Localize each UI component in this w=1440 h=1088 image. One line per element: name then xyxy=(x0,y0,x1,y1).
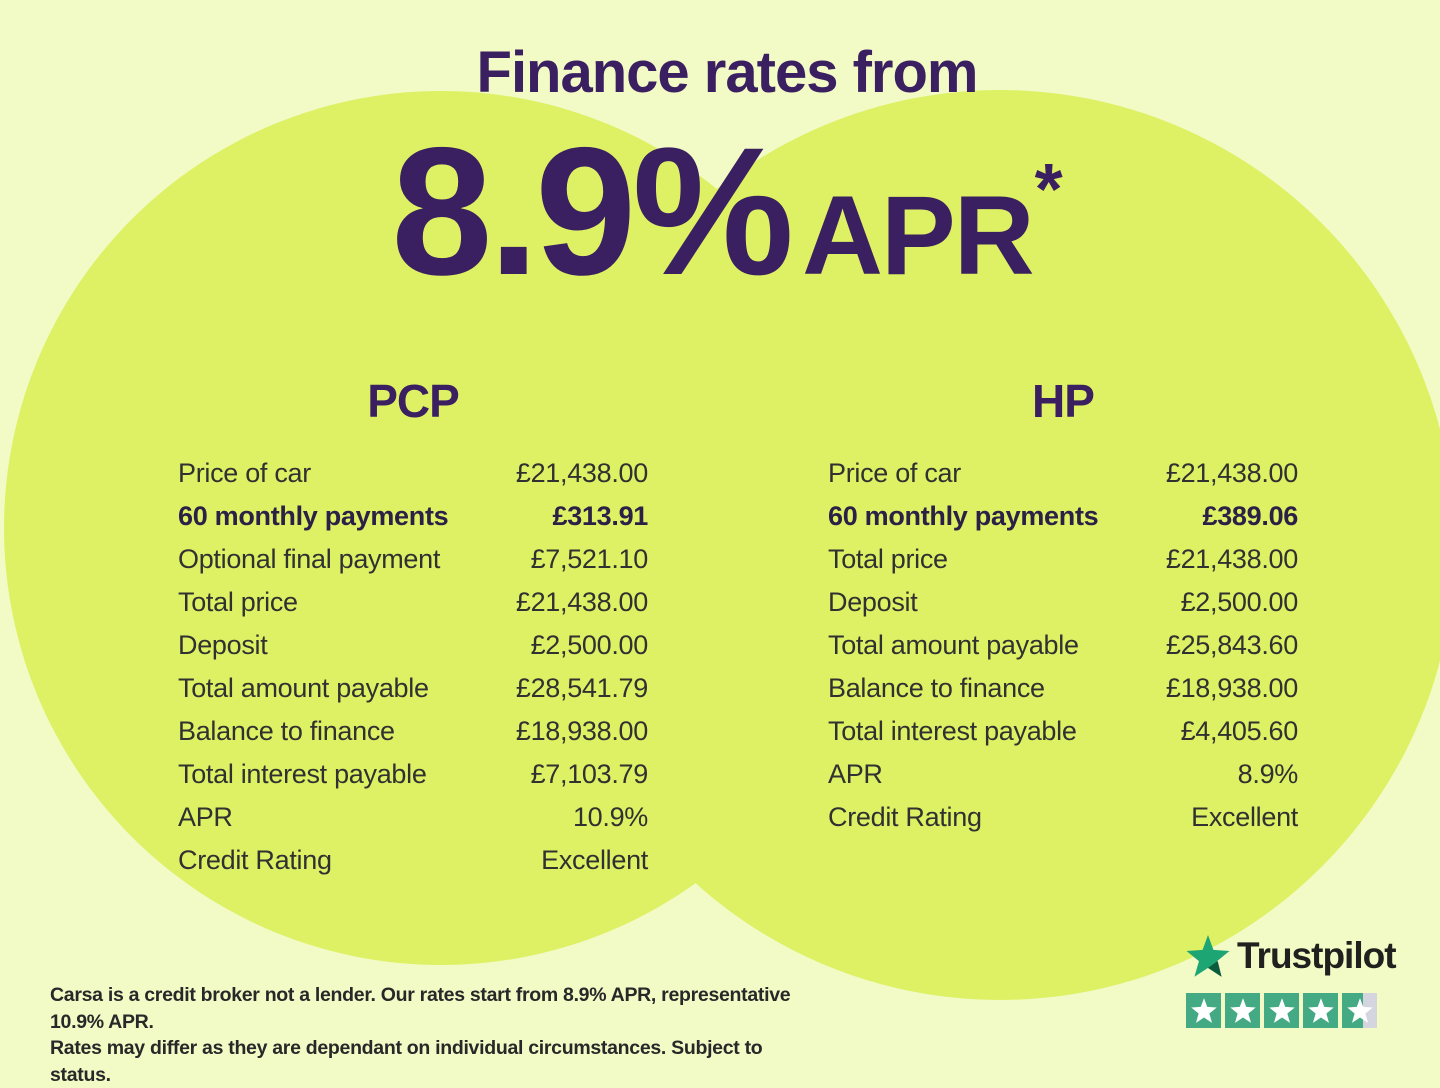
row-value: £389.06 xyxy=(1202,501,1298,531)
pcp-table xyxy=(178,376,648,882)
row-value: £21,438.00 xyxy=(515,458,648,488)
table-row xyxy=(828,753,1298,796)
row-value: £25,843.60 xyxy=(1165,630,1298,660)
row-label: APR xyxy=(828,759,883,789)
table-row xyxy=(178,452,648,495)
row-value: £28,541.79 xyxy=(515,673,648,703)
row-value: £18,938.00 xyxy=(515,716,648,746)
row-value: £313.91 xyxy=(552,501,648,531)
row-label: 60 monthly payments xyxy=(828,501,1099,531)
rating-star-box xyxy=(1342,993,1377,1028)
trustpilot-logo xyxy=(1186,932,1396,980)
hp-table xyxy=(828,376,1298,839)
table-row xyxy=(178,624,648,667)
row-value: £18,938.00 xyxy=(1165,673,1298,703)
row-label: 60 monthly payments xyxy=(178,501,449,531)
table-row xyxy=(828,667,1298,710)
row-label: Credit Rating xyxy=(828,802,982,832)
row-label: Total interest payable xyxy=(178,759,427,789)
row-label: Total interest payable xyxy=(828,716,1077,746)
headline xyxy=(0,109,1440,313)
row-value: Excellent xyxy=(541,845,648,875)
row-value: Excellent xyxy=(1191,802,1298,832)
row-value: £21,438.00 xyxy=(1165,458,1298,488)
table-row xyxy=(178,581,648,624)
row-label: Balance to finance xyxy=(828,673,1045,703)
row-value: 8.9% xyxy=(1237,759,1298,789)
row-label: APR xyxy=(178,802,233,832)
table-row xyxy=(828,710,1298,753)
row-label: Total amount payable xyxy=(178,673,429,703)
trustpilot-rating-stars xyxy=(1186,993,1396,1028)
table-row xyxy=(178,753,648,796)
trustpilot-star-icon xyxy=(1186,935,1230,977)
row-value: £7,103.79 xyxy=(530,759,648,789)
disclaimer-line-2: Rates may differ as they are dependant on individual circumstances. Subject to status. xyxy=(50,1037,763,1086)
row-label: Total amount payable xyxy=(828,630,1079,660)
disclaimer xyxy=(50,982,810,1088)
row-label: Price of car xyxy=(178,458,311,488)
kicker-title: Finance rates from xyxy=(476,40,978,105)
row-value: £2,500.00 xyxy=(530,630,648,660)
table-row xyxy=(178,796,648,839)
row-label: Total price xyxy=(178,587,298,617)
row-value: 10.9% xyxy=(572,802,648,832)
table-row xyxy=(178,710,648,753)
table-row xyxy=(828,624,1298,667)
table-row xyxy=(178,839,648,882)
table-row xyxy=(828,538,1298,581)
table-row xyxy=(178,538,648,581)
rate-unit: APR xyxy=(802,173,1033,298)
row-label: Deposit xyxy=(828,587,918,617)
table-row xyxy=(828,581,1298,624)
pcp-table-title: PCP xyxy=(367,375,459,427)
row-label: Credit Rating xyxy=(178,845,332,875)
row-value: £4,405.60 xyxy=(1180,716,1298,746)
row-label: Total price xyxy=(828,544,948,574)
row-value: £7,521.10 xyxy=(530,544,648,574)
table-row xyxy=(828,796,1298,839)
disclaimer-line-1: Carsa is a credit broker not a lender. Our rates start from 8.9% APR, representative 10.9% APR. xyxy=(50,984,791,1033)
table-row xyxy=(178,667,648,710)
rating-star-box xyxy=(1303,993,1338,1028)
rating-star-box xyxy=(1264,993,1299,1028)
row-label: Deposit xyxy=(178,630,268,660)
trustpilot-block xyxy=(1186,932,1396,1028)
hp-table-rows xyxy=(828,452,1298,839)
trustpilot-wordmark: Trustpilot xyxy=(1237,935,1396,976)
rating-star-box xyxy=(1186,993,1221,1028)
row-label: Optional final payment xyxy=(178,544,441,574)
pcp-table-rows xyxy=(178,452,648,882)
rate-value: 8.9% xyxy=(391,109,791,313)
rating-star-box xyxy=(1225,993,1260,1028)
table-row xyxy=(828,495,1298,538)
row-label: Balance to finance xyxy=(178,716,395,746)
hp-table-title: HP xyxy=(1032,375,1094,427)
row-value: £21,438.00 xyxy=(515,587,648,617)
row-label: Price of car xyxy=(828,458,961,488)
row-value: £2,500.00 xyxy=(1180,587,1298,617)
table-row xyxy=(178,495,648,538)
footnote-asterisk: * xyxy=(1034,150,1063,230)
row-value: £21,438.00 xyxy=(1165,544,1298,574)
table-row xyxy=(828,452,1298,495)
